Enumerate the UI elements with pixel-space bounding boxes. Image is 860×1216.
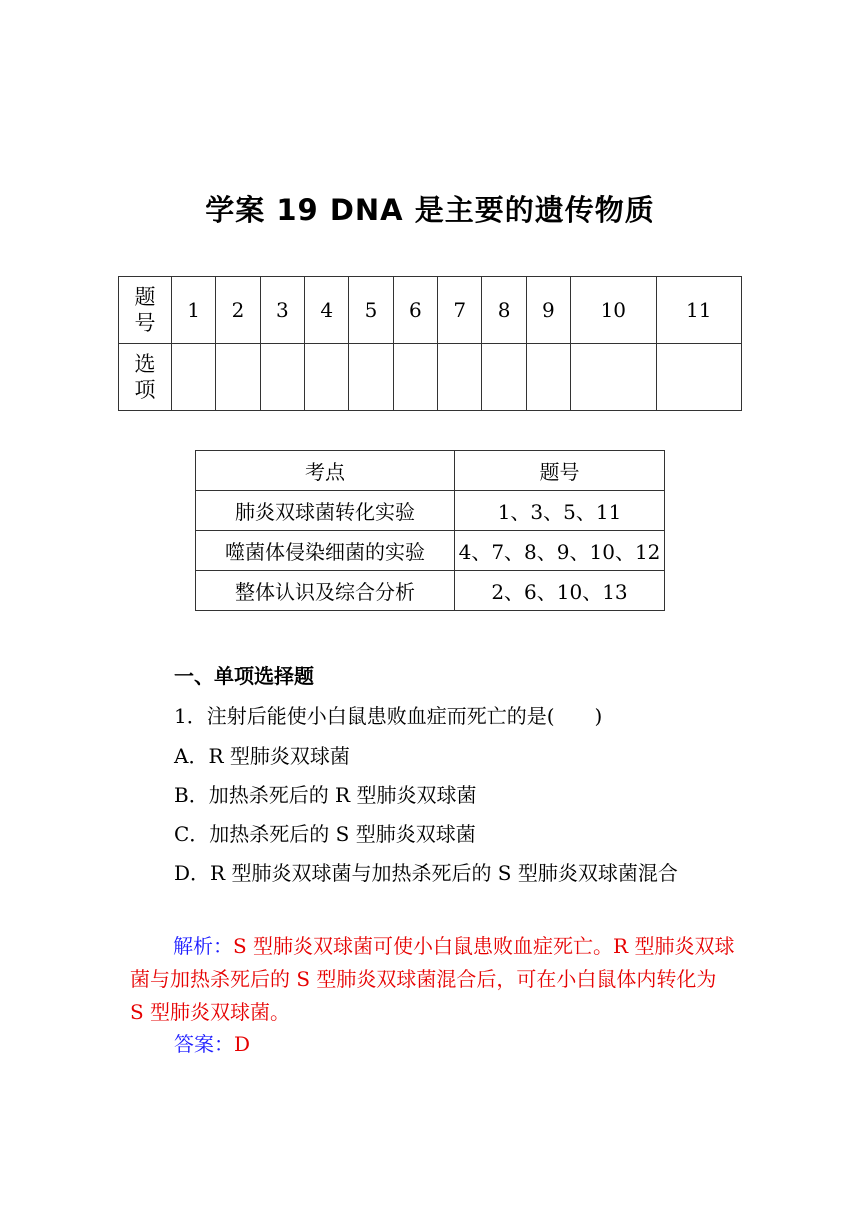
option-d: D．R 型肺炎双球菌与加热杀死后的 S 型肺炎双球菌混合 [174, 861, 678, 885]
answer-blank-cell[interactable] [260, 344, 304, 411]
question-number-header [119, 277, 172, 344]
answer-line [174, 1028, 250, 1057]
analysis-paragraph [130, 930, 735, 1029]
answer-option-row [119, 344, 742, 411]
answer-blank-cell[interactable] [216, 344, 260, 411]
topic-cell: 整体认识及综合分析 [196, 571, 455, 611]
table-row [196, 571, 665, 611]
answer-blank-cell[interactable] [305, 344, 349, 411]
question-number-cell: 11 [656, 277, 742, 344]
question-number-cell: 3 [260, 277, 304, 344]
answer-blank-cell[interactable] [393, 344, 437, 411]
question-number-cell: 5 [349, 277, 393, 344]
answer-value: D [234, 1032, 251, 1056]
answer-blank-cell[interactable] [482, 344, 526, 411]
answer-blank-cell[interactable] [571, 344, 656, 411]
question-number-cell: 9 [526, 277, 570, 344]
answer-label: 答案： [174, 1032, 234, 1056]
question-number-cell: 8 [482, 277, 526, 344]
table-row [196, 531, 665, 571]
question-number-cell: 2 [216, 277, 260, 344]
question-number-cell: 7 [438, 277, 482, 344]
header-char: 题 [134, 285, 156, 309]
header-char: 号 [134, 311, 156, 335]
section-title: 一、单项选择题 [174, 664, 314, 688]
answer-blank-cell[interactable] [656, 344, 742, 411]
option-b: B．加热杀死后的 R 型肺炎双球菌 [174, 783, 477, 807]
analysis-text: S 型肺炎双球菌可使小白鼠患败血症死亡。R 型肺炎双球菌与加热杀死后的 S 型肺炎双球菌混合后，可在小白鼠体内转化为 S 型肺炎双球菌。 [130, 934, 735, 1024]
question-number-cell: 10 [571, 277, 656, 344]
question-number-cell: 1 [172, 277, 216, 344]
numbers-cell: 4、7、8、9、10、12 [455, 531, 665, 571]
question-stem: 1．注射后能使小白鼠患败血症而死亡的是( ) [174, 704, 603, 728]
topic-header: 考点 [196, 451, 455, 491]
answer-option-header [119, 344, 172, 411]
answer-blank-cell[interactable] [172, 344, 216, 411]
numbers-cell: 2、6、10、13 [455, 571, 665, 611]
number-header: 题号 [455, 451, 665, 491]
answer-blank-cell[interactable] [438, 344, 482, 411]
answer-blank-cell[interactable] [526, 344, 570, 411]
option-a: A．R 型肺炎双球菌 [174, 744, 350, 768]
table-row [196, 491, 665, 531]
numbers-cell: 1、3、5、11 [455, 491, 665, 531]
question-number-cell: 4 [305, 277, 349, 344]
answer-blank-cell[interactable] [349, 344, 393, 411]
topic-cell: 肺炎双球菌转化实验 [196, 491, 455, 531]
answer-grid-table [118, 276, 742, 411]
header-char: 选 [134, 352, 156, 376]
question-number-row [119, 277, 742, 344]
page-title: 学案 19 DNA 是主要的遗传物质 [205, 193, 655, 227]
header-char: 项 [134, 378, 156, 402]
option-c: C．加热杀死后的 S 型肺炎双球菌 [174, 822, 476, 846]
question-number-cell: 6 [393, 277, 437, 344]
topic-table-header-row [196, 451, 665, 491]
topic-cell: 噬菌体侵染细菌的实验 [196, 531, 455, 571]
topic-table [195, 450, 665, 611]
analysis-label: 解析： [173, 934, 233, 958]
